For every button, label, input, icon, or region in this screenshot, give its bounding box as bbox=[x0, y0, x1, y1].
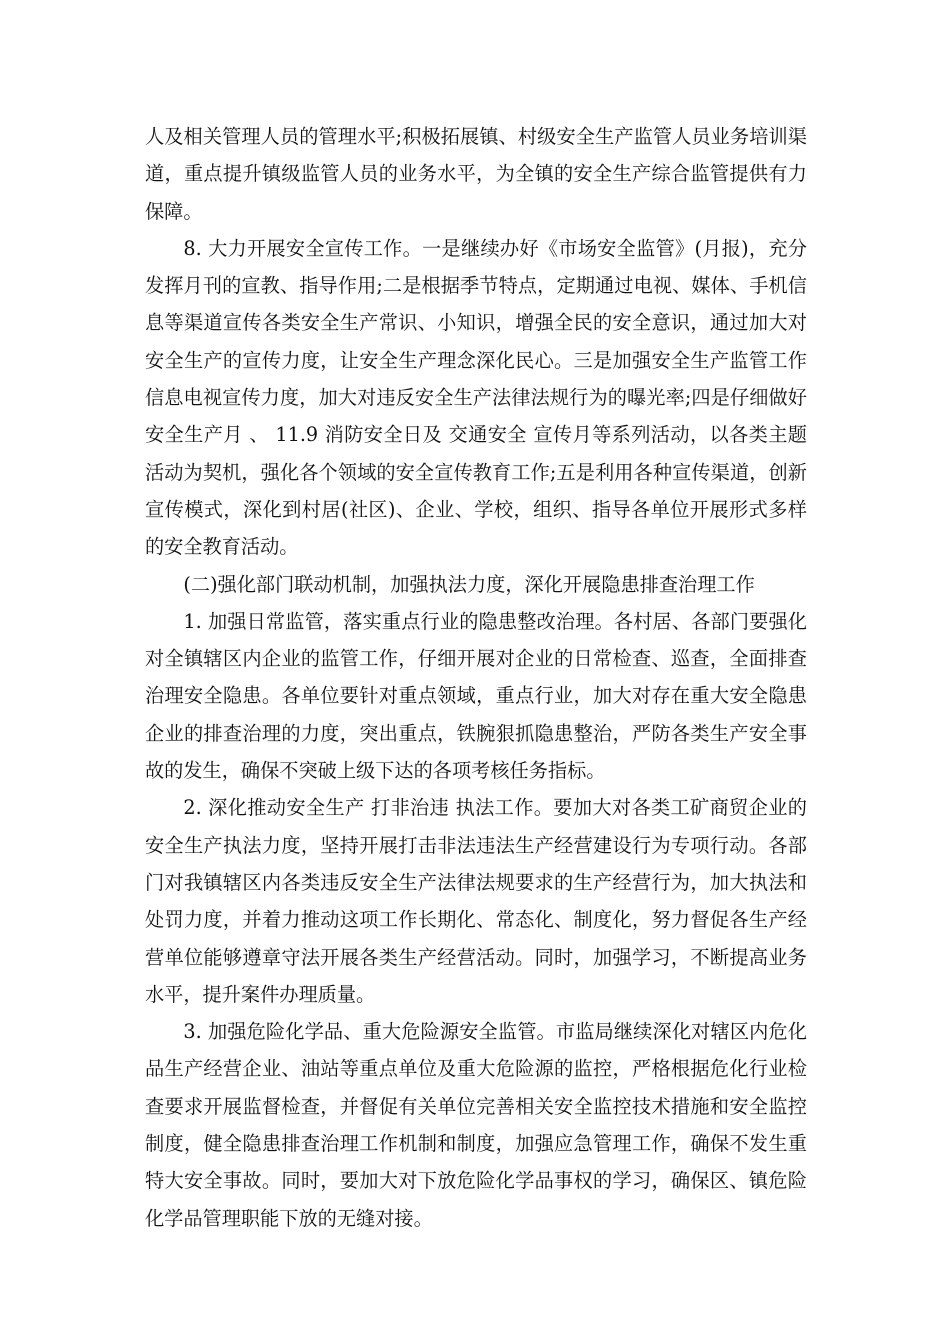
paragraph-item-1-daily-supervision: 1. 加强日常监管，落实重点行业的隐患整改治理。各村居、各部门要强化对全镇辖区内企业的监管工作，仔细开展对企业的日常检查、巡查，全面排查治理安全隐患。各单位要针对重点领域，重点行业，加大对存在重大安全隐患企业的排查治理的力度，突出重点，铁腕狠抓隐患整治，严防各类生产安全事故的发生，确保不突破上级下达的各项考核任务指标。 bbox=[145, 609, 807, 783]
document-page bbox=[145, 118, 807, 1237]
section-heading-2: (二)强化部门联动机制，加强执法力度，深化开展隐患排查治理工作 bbox=[183, 572, 755, 596]
paragraph-item-2-law-enforcement: 2. 深化推动安全生产 打非治违 执法工作。要加大对各类工矿商贸企业的安全生产执法力度，坚持开展打击非法违法生产经营建设行为专项行动。各部门对我镇辖区内各类违反安全生产法律法规要求的生产经营行为，加大执法和处罚力度，并着力推动这项工作长期化、常态化、制度化，努力督促各生产经营单位能够遵章守法开展各类生产经营活动。同时，加强学习，不断提高业务水平，提升案件办理质量。 bbox=[145, 796, 807, 1006]
paragraph-item-3-hazardous-chemicals: 3. 加强危险化学品、重大危险源安全监管。市监局继续深化对辖区内危化品生产经营企业、油站等重点单位及重大危险源的监控，严格根据危化行业检查要求开展监督检查，并督促有关单位完善相关安全监控技术措施和安全监控制度，健全隐患排查治理工作机制和制度，加强应急管理工作，确保不发生重特大安全事故。同时，要加大对下放危险化学品事权的学习，确保区、镇危险化学品管理职能下放的无缝对接。 bbox=[145, 1020, 807, 1230]
paragraph-item-8-publicity: 8. 大力开展安全宣传工作。一是继续办好《市场安全监管》(月报)，充分发挥月刊的宣教、指导作用;二是根据季节特点，定期通过电视、媒体、手机信息等渠道宣传各类安全生产常识、小知识，增强全民的安全意识，通过加大对安全生产的宣传力度，让安全生产理念深化民心。三是加强安全生产监管工作信息电视宣传力度，加大对违反安全生产法律法规行为的曝光率;四是仔细做好 安全生产月 、 11.9 消防安全日及 交通安全 宣传月等系列活动，以各类主题活动为契机，强化各个领域的安全宣传教育工作;五是利用各种宣传渠道，创新宣传模式，深化到村居(社区)、企业、学校，组织、指导各单位开展形式多样的安全教育活动。 bbox=[145, 236, 807, 559]
paragraph-continued: 人及相关管理人员的管理水平;积极拓展镇、村级安全生产监管人员业务培训渠道，重点提升镇级监管人员的业务水平，为全镇的安全生产综合监管提供有力保障。 bbox=[145, 125, 807, 223]
